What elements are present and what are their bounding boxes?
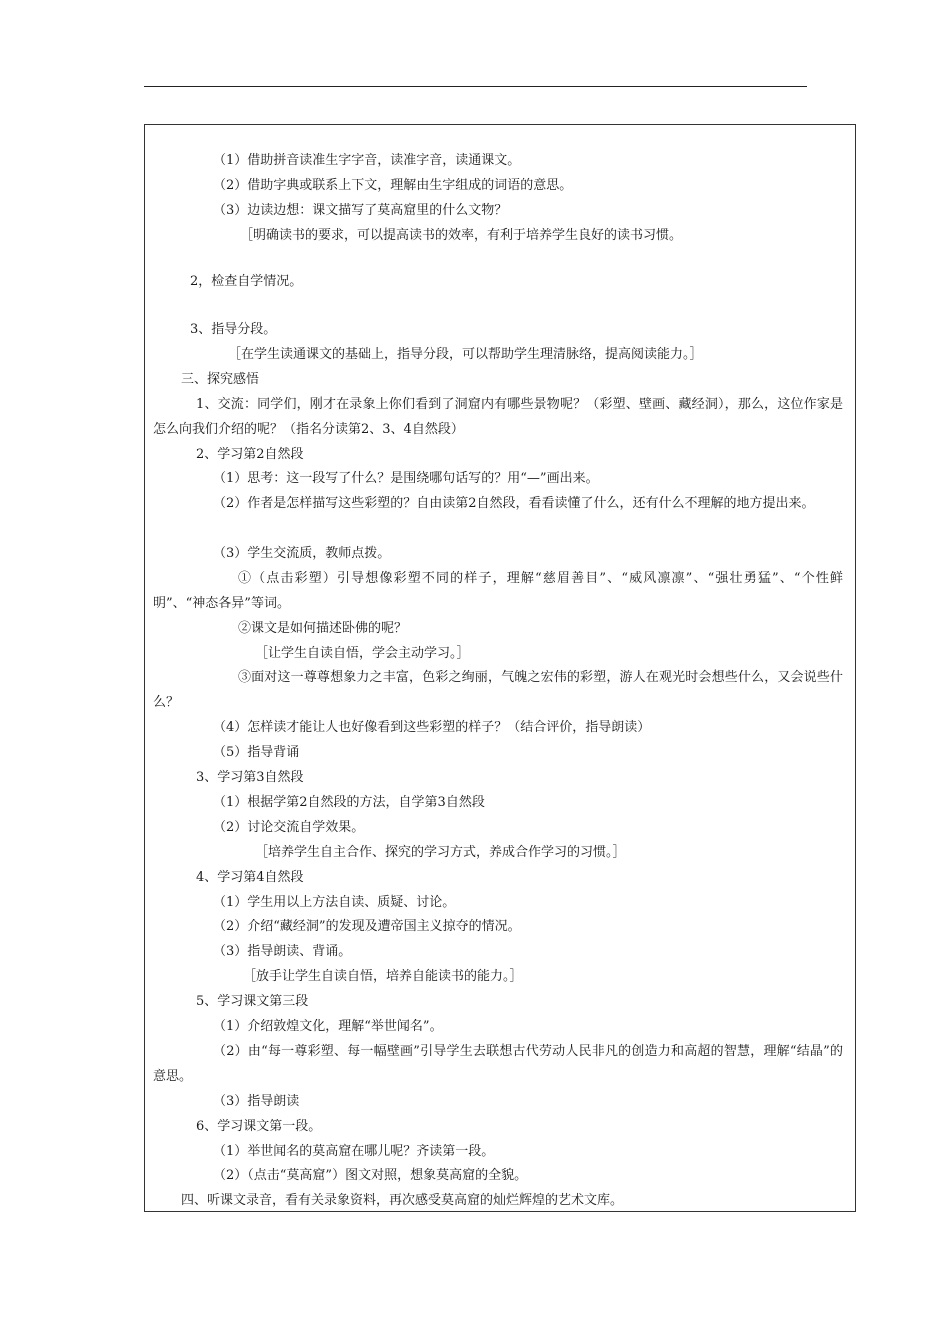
text-line: （4）怎样读才能让人也好像看到这些彩塑的样子？（结合评价，指导朗读） — [213, 720, 651, 735]
text-line: 5、学习课文第三段 — [196, 994, 309, 1009]
text-line: 四、听课文录音，看有关录象资料，再次感受莫高窟的灿烂辉煌的艺术文库。 — [181, 1193, 624, 1208]
text-line: ［让学生自读自悟，学会主动学习。］ — [255, 646, 470, 661]
text-line: ②课文是如何描述卧佛的呢？ — [238, 621, 408, 636]
text-paragraph: ③面对这一尊尊想象力之丰富，色彩之绚丽，气魄之宏伟的彩塑，游人在观光时会想些什么，又会说些什么？ — [153, 670, 843, 710]
text-line: （3）学生交流质，教师点拨。 — [213, 546, 391, 561]
text-line: （1）学生用以上方法自读、质疑、讨论。 — [213, 895, 456, 910]
text-line: 2、学习第2自然段 — [196, 447, 304, 462]
text-line: 3、指导分段。 — [190, 322, 277, 337]
text-line: ［培养学生自主合作、探究的学习方式，养成合作学习的习惯。］ — [255, 845, 626, 860]
text-line: （1）借助拼音读准生字字音，读准字音，读通课文。 — [213, 153, 521, 168]
text-line: ［明确读书的要求，可以提高读书的效率，有利于培养学生良好的读书习惯。 — [240, 228, 683, 243]
text-paragraph: 1、交流：同学们，刚才在录象上你们看到了洞窟内有哪些景物呢？（彩塑、壁画、藏经洞），那么，这位作家是怎么向我们介绍的呢？（指名分读第2、3、4自然段） — [153, 397, 843, 437]
text-line: （2）讨论交流自学效果。 — [213, 820, 365, 835]
text-line: （2）介绍“藏经洞”的发现及遭帝国主义掠夺的情况。 — [213, 919, 521, 934]
text-line: （3）指导朗读、背诵。 — [213, 944, 352, 959]
text-line: （1）介绍敦煌文化，理解“举世闻名”。 — [213, 1019, 443, 1034]
text-line: ［放手让学生自读自悟，培养自能读书的能力。］ — [243, 969, 523, 984]
text-paragraph: ①（点击彩塑）引导想像彩塑不同的样子，理解“慈眉善目”、“威风凛凛”、“强壮勇猛”、“个性鲜明”、“神态各异”等词。 — [153, 571, 843, 611]
text-paragraph: （2）由“每一尊彩塑、每一幅壁画”引导学生去联想古代劳动人民非凡的创造力和高超的智慧，理解“结晶”的意思。 — [153, 1044, 843, 1084]
text-line: （1）举世闻名的莫高窟在哪儿呢？齐读第一段。 — [213, 1144, 495, 1159]
text-line: 三、探究感悟 — [181, 372, 260, 387]
text-line: （5）指导背诵 — [213, 745, 300, 760]
text-line: （3）边读边想：课文描写了莫高窟里的什么文物？ — [213, 203, 508, 218]
text-line: 3、学习第3自然段 — [196, 770, 304, 785]
text-line: （1）根据学第2自然段的方法，自学第3自然段 — [213, 795, 485, 810]
header-rule — [144, 86, 807, 87]
text-line: 6、学习课文第一段。 — [196, 1119, 322, 1134]
text-line: （2）借助字典或联系上下文，理解由生字组成的词语的意思。 — [213, 178, 573, 193]
text-line: （2）（点击“莫高窟”）图文对照，想象莫高窟的全貌。 — [213, 1168, 528, 1183]
text-line: 4、学习第4自然段 — [196, 870, 304, 885]
text-line: （1）思考：这一段写了什么？是围绕哪句话写的？用“—”画出来。 — [213, 471, 599, 486]
text-line: ［在学生读通课文的基础上，指导分段，可以帮助学生理清脉络，提高阅读能力。］ — [228, 347, 703, 362]
text-line: （3）指导朗读 — [213, 1094, 300, 1109]
text-line: 2，检查自学情况。 — [190, 274, 303, 289]
text-paragraph: （2）作者是怎样描写这些彩塑的？自由读第2自然段，看看读懂了什么，还有什么不理解的地方提出来。 — [213, 496, 815, 511]
